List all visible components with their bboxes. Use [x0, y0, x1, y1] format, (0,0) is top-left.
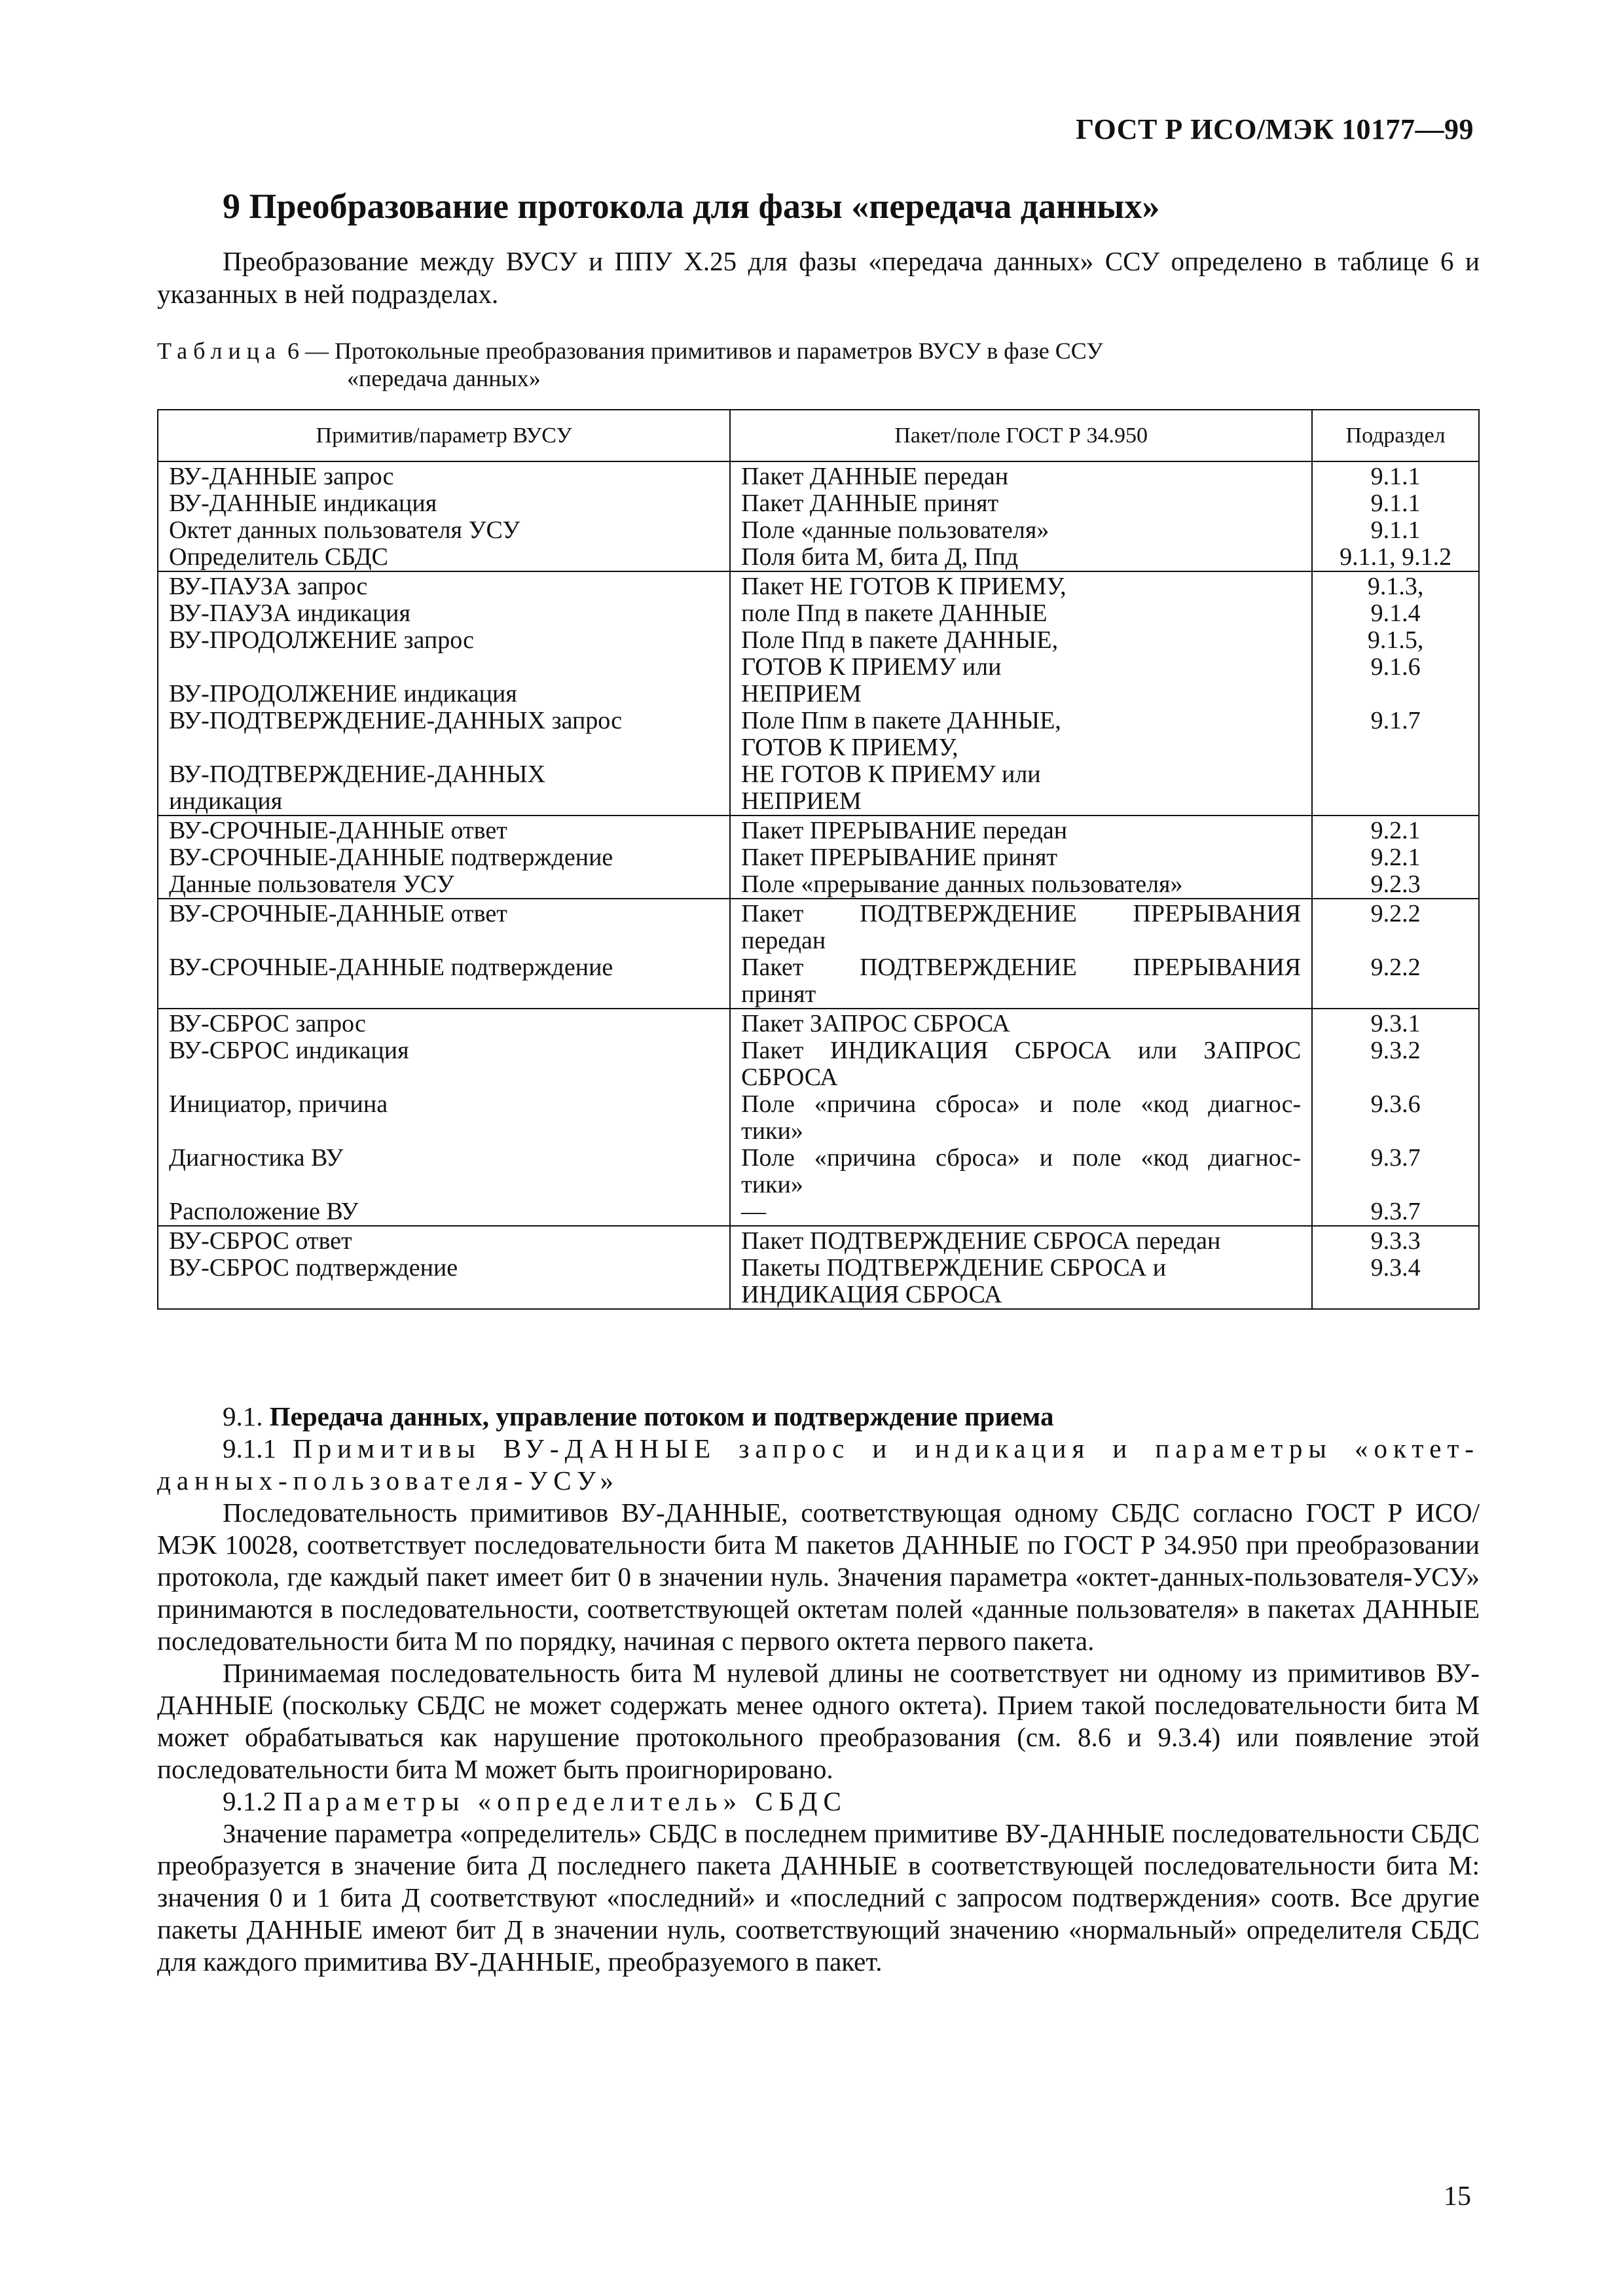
table-cell: ВУ-СРОЧНЫЕ-ДАННЫЕ ответ [158, 816, 730, 844]
table-cell: 9.1.5, [1312, 627, 1479, 654]
table-row [158, 871, 1479, 899]
table-cell: 9.3.1 [1312, 1009, 1479, 1037]
document-header: ГОСТ Р ИСО/МЭК 10177—99 [1076, 113, 1474, 145]
table-cell: Пакеты ПОДТВЕРЖДЕНИЕ СБРОСА и [730, 1255, 1312, 1282]
table-cell: ВУ-ПОДТВЕРЖДЕНИЕ-ДАННЫХ [158, 761, 730, 788]
table-cell [730, 1091, 1312, 1118]
table-cell [1312, 1172, 1479, 1198]
column-header-primitive: Примитив/параметр ВУСУ [158, 410, 730, 461]
table-row [158, 1145, 1479, 1172]
table-cell: 9.1.1, 9.1.2 [1312, 544, 1479, 571]
table-cell [158, 981, 730, 1009]
table-row [158, 490, 1479, 517]
table-cell: Пакет ДАННЫЕ передан [730, 461, 1312, 490]
table-cell: 9.1.7 [1312, 708, 1479, 734]
table-cell: 9.2.1 [1312, 816, 1479, 844]
table-cell: Диагностика ВУ [158, 1145, 730, 1172]
table-cell: 9.3.2 [1312, 1037, 1479, 1064]
table-cell: Пакет ДАННЫЕ принят [730, 490, 1312, 517]
table-row [158, 899, 1479, 927]
table-row [158, 1282, 1479, 1309]
table-cell: Пакет НЕ ГОТОВ К ПРИЕМУ, [730, 571, 1312, 600]
table-row [158, 981, 1479, 1009]
table-cell: НЕПРИЕМ [730, 788, 1312, 816]
table-cell: 9.1.6 [1312, 654, 1479, 681]
table-row [158, 1009, 1479, 1037]
subsection-number: 9.1. [223, 1401, 263, 1431]
table-header-row [158, 410, 1479, 461]
table-cell [1312, 981, 1479, 1009]
table-cell [158, 1118, 730, 1145]
table-row [158, 734, 1479, 761]
table-cell: ВУ-ПАУЗА индикация [158, 600, 730, 627]
table-row [158, 1118, 1479, 1145]
table-cell: 9.1.4 [1312, 600, 1479, 627]
table-cell [1312, 788, 1479, 816]
table-row [158, 1198, 1479, 1226]
table-cell: ВУ-СРОЧНЫЕ-ДАННЫЕ ответ [158, 899, 730, 927]
table-row [158, 654, 1479, 681]
table-cell: Поле «прерывание данных пользователя» [730, 871, 1312, 899]
table-cell: ВУ-ПРОДОЛЖЕНИЕ запрос [158, 627, 730, 654]
table-cell [158, 927, 730, 954]
table-cell: ВУ-СБРОС ответ [158, 1226, 730, 1255]
table-cell: ВУ-ПАУЗА запрос [158, 571, 730, 600]
table-row [158, 627, 1479, 654]
table-row [158, 461, 1479, 490]
table-row [158, 1064, 1479, 1091]
table-row [158, 816, 1479, 844]
table-row [158, 1226, 1479, 1255]
table-row [158, 954, 1479, 981]
table-cell: ВУ-ПОДТВЕРЖДЕНИЕ-ДАННЫХ запрос [158, 708, 730, 734]
table-cell: 9.1.1 [1312, 461, 1479, 490]
table-cell: поле Ппд в пакете ДАННЫЕ [730, 600, 1312, 627]
table-cell: принят [730, 981, 1312, 1009]
table-cell: Поле «данные пользователя» [730, 517, 1312, 544]
table-cell: Пакет ПРЕРЫВАНИЕ принят [730, 844, 1312, 871]
paragraph: Принимаемая последовательность бита М нулевой длины не соответствует ни одному из примитивов ВУ-ДАННЫЕ (поскольку СБДС не может содержать менее одного октета). Прием такой последовательности бита М может обрабатываться как нарушение протокольного преобразования (см. 8.6 и 9.3.4) или появление этой последовательности бита М может быть проигнорировано. [157, 1658, 1480, 1784]
table-cell [1312, 1064, 1479, 1091]
subsection-title: Примитивы ВУ-ДАННЫЕ запрос и индикация и параметры «октет-данных-пользователя-УСУ» [157, 1433, 1480, 1496]
table-cell: НЕ ГОТОВ К ПРИЕМУ или [730, 761, 1312, 788]
table-cell [1312, 734, 1479, 761]
subsection-title: Параметры «определитель» СБДС [283, 1786, 847, 1816]
table-row [158, 544, 1479, 571]
table-cell: СБРОСА [730, 1064, 1312, 1091]
table-row [158, 761, 1479, 788]
table-row [158, 1091, 1479, 1118]
table-row [158, 517, 1479, 544]
table-cell: ВУ-ДАННЫЕ индикация [158, 490, 730, 517]
table-row [158, 681, 1479, 708]
table-cell [1312, 927, 1479, 954]
table-cell [730, 899, 1312, 927]
justified-text: Поле «причина сброса» и поле «код диагнос- [741, 1144, 1302, 1172]
body-text [157, 1401, 1480, 1978]
table-cell: ИНДИКАЦИЯ СБРОСА [730, 1282, 1312, 1309]
table-cell: 9.1.3, [1312, 571, 1479, 600]
section-title: 9 Преобразование протокола для фазы «передача данных» [223, 187, 1160, 226]
table-cell: 9.2.1 [1312, 844, 1479, 871]
table-cell: 9.2.2 [1312, 954, 1479, 981]
table-cell [1312, 1118, 1479, 1145]
table-row [158, 571, 1479, 600]
subsection-9-1-2-heading [157, 1785, 1480, 1818]
column-header-subsection: Подраздел [1312, 410, 1479, 461]
table-row [158, 708, 1479, 734]
table-cell: Поле Ппд в пакете ДАННЫЕ, [730, 627, 1312, 654]
table-cell: 9.1.1 [1312, 490, 1479, 517]
table-cell: Пакет ПРЕРЫВАНИЕ передан [730, 816, 1312, 844]
table-cell: 9.3.3 [1312, 1226, 1479, 1255]
table-row [158, 927, 1479, 954]
subsection-9-1-1-heading [157, 1433, 1480, 1497]
table-cell [1312, 761, 1479, 788]
table-caption [157, 337, 1103, 392]
table-cell: Расположение ВУ [158, 1198, 730, 1226]
table-cell: 9.3.7 [1312, 1145, 1479, 1172]
table-cell: Инициатор, причина [158, 1091, 730, 1118]
table-cell: 9.2.3 [1312, 871, 1479, 899]
table-cell [1312, 681, 1479, 708]
table-row [158, 1037, 1479, 1064]
table-cell: — [730, 1198, 1312, 1226]
paragraph: Значение параметра «определитель» СБДС в последнем примитиве ВУ-ДАННЫЕ последовательности СБДС преобразуется в значение бита Д последнего пакета ДАННЫЕ в соответствующей последовательности бита М: значения 0 и 1 бита Д соответствуют «последний» и «последний с запросом подтверждения» соотв. Все другие пакеты ДАННЫЕ имеют бит Д в значении нуль, соответствующий значению «нормальный» определителя СБДС для каждого примитива ВУ-ДАННЫЕ, преобразуемого в пакет. [157, 1818, 1480, 1977]
table-cell: 9.2.2 [1312, 899, 1479, 927]
subsection-number: 9.1.2 [223, 1786, 276, 1816]
table-cell: Пакет ПОДТВЕРЖДЕНИЕ СБРОСА передан [730, 1226, 1312, 1255]
justified-text: Пакет ПОДТВЕРЖДЕНИЕ ПРЕРЫВАНИЯ [741, 954, 1302, 981]
table-6 [157, 409, 1480, 1310]
table-cell: Октет данных пользователя УСУ [158, 517, 730, 544]
table-cell: ВУ-СБРОС подтверждение [158, 1255, 730, 1282]
table-cell [1312, 1282, 1479, 1309]
table-cell [730, 1037, 1312, 1064]
table-cell [158, 1282, 730, 1309]
table-cell: 9.3.7 [1312, 1198, 1479, 1226]
subsection-title: Передача данных, управление потоком и подтверждение приема [269, 1401, 1054, 1431]
table-cell: ВУ-ПРОДОЛЖЕНИЕ индикация [158, 681, 730, 708]
table-cell: Пакет ЗАПРОС СБРОСА [730, 1009, 1312, 1037]
table-cell: Поле Ппм в пакете ДАННЫЕ, [730, 708, 1312, 734]
table-cell [158, 654, 730, 681]
table-cell: тики» [730, 1118, 1312, 1145]
table-cell: передан [730, 927, 1312, 954]
table-cell [730, 954, 1312, 981]
subsection-9-1-heading [157, 1401, 1480, 1433]
subsection-number: 9.1.1 [223, 1433, 276, 1463]
table-cell: Поля бита М, бита Д, Ппд [730, 544, 1312, 571]
table-cell: тики» [730, 1172, 1312, 1198]
table-cell: Данные пользователя УСУ [158, 871, 730, 899]
table-cell [730, 1145, 1312, 1172]
table-cell: ГОТОВ К ПРИЕМУ, [730, 734, 1312, 761]
table-cell: ВУ-ДАННЫЕ запрос [158, 461, 730, 490]
intro-paragraph: Преобразование между ВУСУ и ППУ Х.25 для фазы «передача данных» ССУ определено в таблице 6 и указанных в ней подразделах. [157, 246, 1480, 309]
table-row [158, 788, 1479, 816]
paragraph: Последовательность примитивов ВУ-ДАННЫЕ, соответствующая одному СБДС согласно ГОСТ Р ИСО/МЭК 10028, соответствует последовательности бита М пакетов ДАННЫЕ по ГОСТ Р 34.950 при преобразовании протокола, где каждый пакет имеет бит 0 в значении нуль. Значения параметра «октет-данных-пользователя-УСУ» принимаются в последовательности, соответствующей октетам полей «данные пользователя» в пакетах ДАННЫЕ последовательности бита М по порядку, начиная с первого октета первого пакета. [157, 1498, 1480, 1656]
table-caption-line1: 6 — Протокольные преобразования примитивов и параметров ВУСУ в фазе ССУ [281, 338, 1103, 364]
table-cell [158, 1172, 730, 1198]
table-cell: 9.1.1 [1312, 517, 1479, 544]
table-cell: НЕПРИЕМ [730, 681, 1312, 708]
table-cell: ГОТОВ К ПРИЕМУ или [730, 654, 1312, 681]
justified-text: Пакет ПОДТВЕРЖДЕНИЕ ПРЕРЫВАНИЯ [741, 900, 1302, 927]
table-cell: 9.3.4 [1312, 1255, 1479, 1282]
table-cell: индикация [158, 788, 730, 816]
table-cell: ВУ-СБРОС индикация [158, 1037, 730, 1064]
table-cell [158, 1064, 730, 1091]
table-caption-line2: «передача данных» [347, 365, 541, 391]
table-row [158, 600, 1479, 627]
column-header-packet: Пакет/поле ГОСТ Р 34.950 [730, 410, 1312, 461]
table-cell: ВУ-СРОЧНЫЕ-ДАННЫЕ подтверждение [158, 844, 730, 871]
table-cell: Определитель СБДС [158, 544, 730, 571]
table-cell: ВУ-СРОЧНЫЕ-ДАННЫЕ подтверждение [158, 954, 730, 981]
table-caption-label: Таблица [157, 338, 282, 364]
justified-text: Пакет ИНДИКАЦИЯ СБРОСА или ЗАПРОС [741, 1037, 1302, 1064]
page-number: 15 [1444, 2181, 1471, 2212]
table-row [158, 1172, 1479, 1198]
table-cell: ВУ-СБРОС запрос [158, 1009, 730, 1037]
table-cell: 9.3.6 [1312, 1091, 1479, 1118]
table-row [158, 844, 1479, 871]
table-row [158, 1255, 1479, 1282]
table-cell [158, 734, 730, 761]
justified-text: Поле «причина сброса» и поле «код диагнос- [741, 1090, 1302, 1118]
